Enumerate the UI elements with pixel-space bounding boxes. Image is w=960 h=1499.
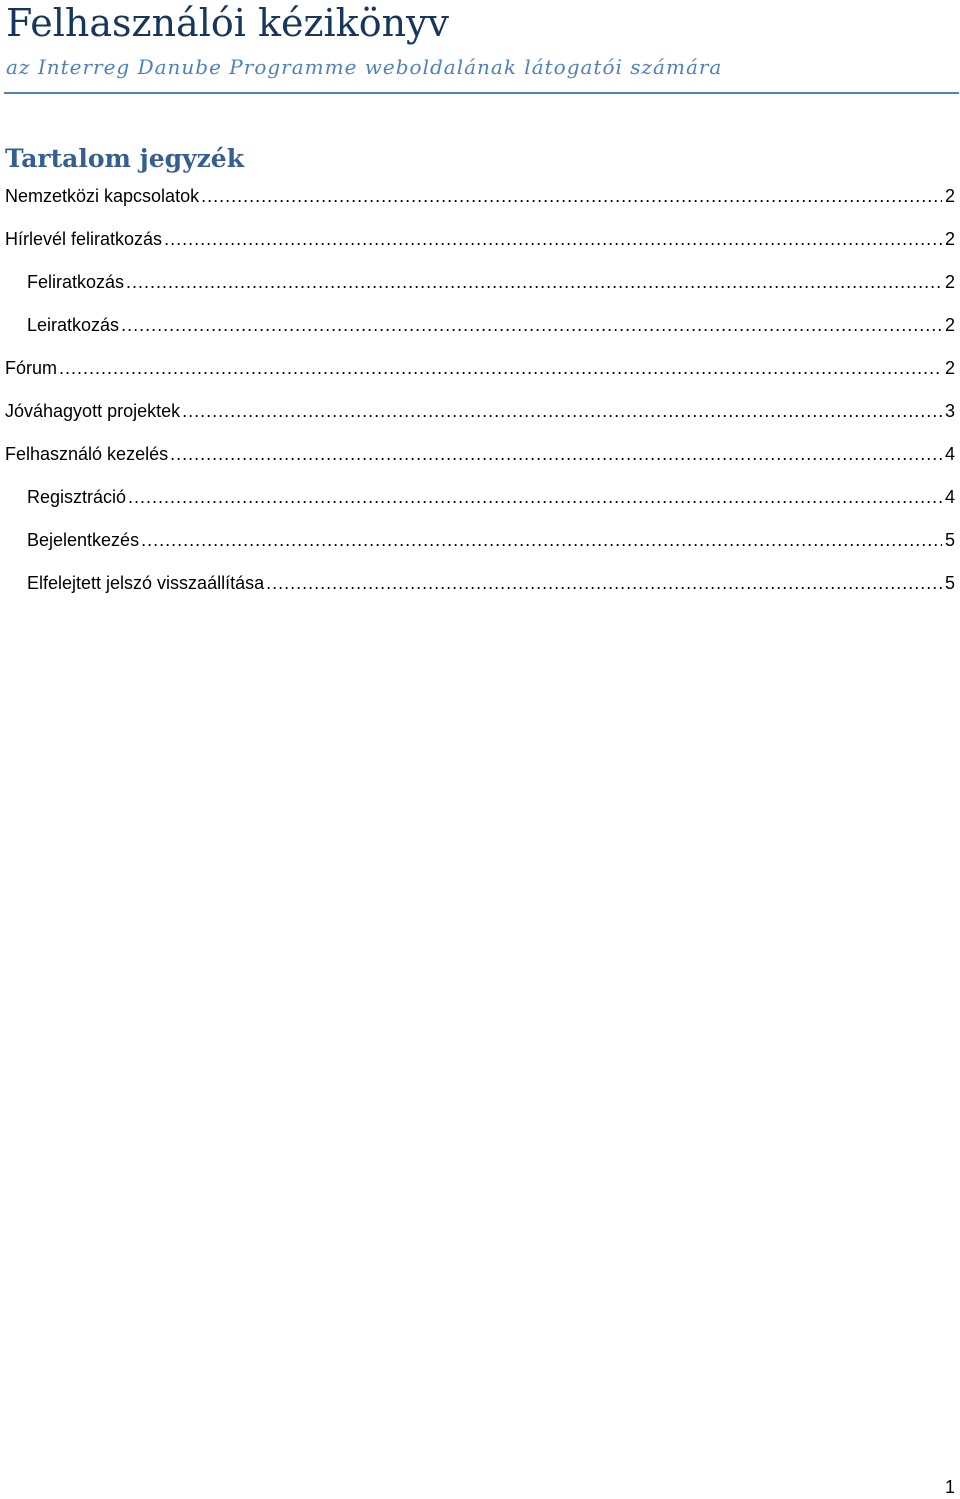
- toc-leader-dots: [141, 525, 942, 555]
- toc-entry-label: Regisztráció: [27, 487, 127, 507]
- toc-leader-dots: [170, 439, 942, 469]
- toc-entry-label: Fórum: [5, 358, 58, 378]
- toc-entry-hirlevel-feliratkozas[interactable]: [5, 224, 955, 267]
- toc-entry-label: Bejelentkezés: [27, 530, 140, 550]
- toc-entry-page: 2: [944, 358, 955, 378]
- toc-entry-page: 2: [944, 272, 955, 292]
- toc-entry-regisztracio[interactable]: [5, 482, 955, 525]
- toc-entry-bejelentkezes[interactable]: [5, 525, 955, 568]
- document-header: [4, 0, 959, 94]
- toc-entry-label: Nemzetközi kapcsolatok: [5, 186, 200, 206]
- document-subtitle: az Interreg Danube Programme weboldalának látogatói számára: [6, 55, 723, 79]
- toc-entry-feliratkozas[interactable]: [5, 267, 955, 310]
- toc-leader-dots: [182, 396, 942, 426]
- toc-entry-label: Leiratkozás: [27, 315, 120, 335]
- toc-entry-page: 2: [944, 186, 955, 206]
- table-of-contents: [5, 181, 955, 611]
- toc-entry-page: 4: [944, 487, 955, 507]
- toc-entry-label: Jóváhagyott projektek: [5, 401, 181, 421]
- page-number: 1: [944, 1477, 955, 1497]
- toc-entry-page: 2: [944, 315, 955, 335]
- toc-leader-dots: [121, 310, 942, 340]
- toc-leader-dots: [128, 482, 942, 512]
- toc-leader-dots: [201, 181, 942, 211]
- toc-entry-nemzetkozi-kapcsolatok[interactable]: [5, 181, 955, 224]
- toc-leader-dots: [266, 568, 942, 598]
- toc-leader-dots: [126, 267, 942, 297]
- toc-entry-label: Elfelejtett jelszó visszaállítása: [27, 573, 265, 593]
- toc-entry-page: 2: [944, 229, 955, 249]
- toc-leader-dots: [164, 224, 942, 254]
- toc-entry-page: 4: [944, 444, 955, 464]
- toc-entry-jovahagyott-projektek[interactable]: [5, 396, 955, 439]
- toc-entry-page: 5: [944, 573, 955, 593]
- toc-entry-forum[interactable]: [5, 353, 955, 396]
- toc-entry-page: 5: [944, 530, 955, 550]
- toc-entry-label: Feliratkozás: [27, 272, 125, 292]
- toc-heading: Tartalom jegyzék: [5, 144, 245, 173]
- toc-entry-felhasznalo-kezeles[interactable]: [5, 439, 955, 482]
- document-title: Felhasználói kézikönyv: [6, 1, 449, 45]
- toc-entry-page: 3: [944, 401, 955, 421]
- toc-entry-label: Felhasználó kezelés: [5, 444, 169, 464]
- toc-entry-leiratkozas[interactable]: [5, 310, 955, 353]
- toc-leader-dots: [59, 353, 942, 383]
- toc-entry-elfelejtett-jelszo[interactable]: [5, 568, 955, 611]
- toc-entry-label: Hírlevél feliratkozás: [5, 229, 163, 249]
